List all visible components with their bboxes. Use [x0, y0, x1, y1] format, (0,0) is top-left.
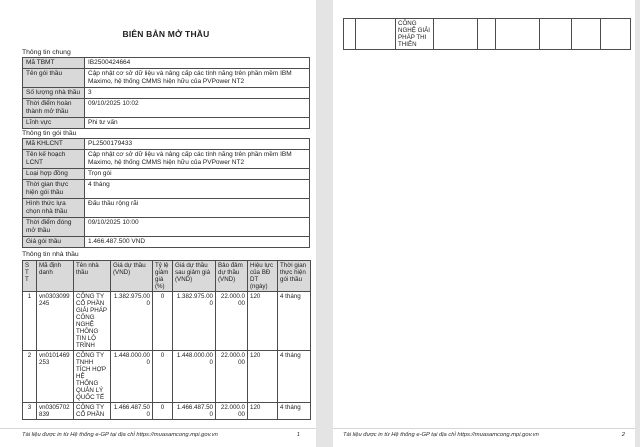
cell-stt: 1: [23, 292, 37, 351]
footer-separator: [0, 428, 316, 429]
bidder-row: [23, 292, 311, 351]
cell-duration: 4 tháng: [278, 292, 311, 351]
cell-discount: [478, 19, 496, 50]
row-value: Cập nhật cơ sở dữ liệu và nâng cấp các tính năng trên phần mềm IBM Maximo, hệ thống CMMS hiện hữu của PVPower NT2: [85, 69, 310, 88]
cell-bid-price: 1.466.487.500: [111, 403, 153, 420]
package-info-table: [22, 138, 310, 248]
cell-name: CÔNG TY CỔ PHẦN: [74, 403, 111, 420]
table-row: [23, 218, 310, 237]
row-label: Lĩnh vực: [23, 118, 85, 129]
row-label: Loại hợp đồng: [23, 169, 85, 180]
footer-source-text: Tài liệu được in từ Hệ thống e-GP tại địa chỉ https://muasamcong.mpi.gov.vn: [22, 432, 218, 438]
column-header-name: Tên nhà thầu: [74, 261, 111, 292]
bidder-row: [23, 403, 311, 420]
cell-id: vn0101469253: [37, 351, 74, 403]
bidder-row: [23, 351, 311, 403]
column-header-stt: STT: [23, 261, 37, 292]
table-row: [23, 58, 310, 69]
cell-bid-price: 1.448.000.000: [111, 351, 153, 403]
row-label: Tên gói thầu: [23, 69, 85, 88]
cell-duration: [601, 19, 631, 50]
table-row: [23, 88, 310, 99]
table-row: [23, 139, 310, 150]
footer-source-text: Tài liệu được in từ Hệ thống e-GP tại địa chỉ https://muasamcong.mpi.gov.vn: [343, 432, 539, 438]
table-row: [23, 150, 310, 169]
column-header-price-after-discount: Giá dự thầu sau giảm giá (VND): [173, 261, 216, 292]
row-value: Đấu thầu rộng rãi: [85, 199, 310, 218]
cell-validity: 120: [248, 351, 278, 403]
cell-id: [356, 19, 396, 50]
cell-price-after-discount: 1.466.487.500: [173, 403, 216, 420]
cell-price-after-discount: 1.382.975.000: [173, 292, 216, 351]
page-number: 1: [296, 432, 300, 438]
row-value: IB2500424664: [85, 58, 310, 69]
bidders-table-continuation: [343, 18, 631, 50]
row-value: 3: [85, 88, 310, 99]
cell-stt: 2: [23, 351, 37, 403]
table-row: [23, 99, 310, 118]
column-header-validity: Hiệu lực của BĐ DT (ngày): [248, 261, 278, 292]
row-label: Hình thức lựa chọn nhà thầu: [23, 199, 85, 218]
column-header-discount: Tỷ lệ giảm giá (%): [153, 261, 173, 292]
cell-bid-price: [434, 19, 478, 50]
row-value: Trọn gói: [85, 169, 310, 180]
cell-price-after-discount: [496, 19, 540, 50]
bidders-table: [22, 260, 311, 420]
cell-stt: 3: [23, 403, 37, 420]
row-value: Cập nhật cơ sở dữ liệu và nâng cấp các tính năng trên phần mềm IBM Maximo, hệ thống CMMS hiện hữu của PVPower NT2: [85, 150, 310, 169]
document-page-2: [333, 0, 635, 447]
cell-validity: 120: [248, 292, 278, 351]
cell-validity: 120: [248, 403, 278, 420]
cell-bid-security: 22.000.000: [216, 403, 248, 420]
cell-stt: [344, 19, 356, 50]
row-label: Số lượng nhà thầu: [23, 88, 85, 99]
cell-name: CÔNG TY TNHH TÍCH HỢP HỆ THỐNG QUẢN LÝ QUỐC TẾ: [74, 351, 111, 403]
page-number: 2: [621, 432, 625, 438]
table-row: [23, 69, 310, 88]
cell-bid-price: 1.382.975.000: [111, 292, 153, 351]
cell-validity: [572, 19, 601, 50]
section-heading-general: Thông tin chung: [22, 49, 71, 56]
row-value: 4 tháng: [85, 180, 310, 199]
row-value: 1.466.487.500 VND: [85, 237, 310, 248]
row-label: Thời điểm hoàn thành mở thầu: [23, 99, 85, 118]
cell-discount: 0: [153, 351, 173, 403]
cell-id: vn0303099245: [37, 292, 74, 351]
footer-separator: [333, 428, 635, 429]
cell-discount: 0: [153, 292, 173, 351]
row-value: Phi tư vấn: [85, 118, 310, 129]
cell-name: CÔNG TY CỔ PHẦN GIẢI PHÁP CÔNG NGHỆ THÔNG TIN LỘ TRÌNH: [74, 292, 111, 351]
row-value: 09/10/2025 10:02: [85, 99, 310, 118]
bidder-row-continuation: [344, 19, 631, 50]
page-footer: [343, 432, 625, 438]
cell-bid-security: 22.000.000: [216, 292, 248, 351]
bidders-header-row: [23, 261, 311, 292]
table-row: [23, 199, 310, 218]
column-header-bid-price: Giá dự thầu (VND): [111, 261, 153, 292]
cell-price-after-discount: 1.448.000.000: [173, 351, 216, 403]
cell-duration: 4 tháng: [278, 351, 311, 403]
column-header-duration: Thời gian thực hiện gói thầu: [278, 261, 311, 292]
section-heading-package: Thông tin gói thầu: [22, 130, 77, 137]
row-label: Thời gian thực hiện gói thầu: [23, 180, 85, 199]
row-label: Mã TBMT: [23, 58, 85, 69]
document-page-1: [0, 0, 316, 447]
table-row: [23, 180, 310, 199]
cell-discount: 0: [153, 403, 173, 420]
row-value: 09/10/2025 10:00: [85, 218, 310, 237]
section-heading-bidders: Thông tin nhà thầu: [22, 251, 79, 258]
cell-duration: 4 tháng: [278, 403, 311, 420]
page-title: BIÊN BẢN MỞ THẦU: [122, 29, 210, 39]
table-row: [23, 118, 310, 129]
row-value: PL2500179433: [85, 139, 310, 150]
page-footer: [22, 432, 300, 438]
row-label: Thời điểm đóng mở thầu: [23, 218, 85, 237]
row-label: Tên kế hoạch LCNT: [23, 150, 85, 169]
column-header-id: Mã định danh: [37, 261, 74, 292]
general-info-table: [22, 57, 310, 129]
row-label: Giá gói thầu: [23, 237, 85, 248]
cell-bid-security: 22.000.000: [216, 351, 248, 403]
column-header-bid-security: Bảo đảm dự thầu (VND): [216, 261, 248, 292]
table-row: [23, 169, 310, 180]
row-label: Mã KHLCNT: [23, 139, 85, 150]
cell-name: CÔNG NGHỆ GIẢI PHÁP THI THIÊN: [396, 19, 434, 50]
cell-bid-security: [540, 19, 572, 50]
cell-id: vn0305702839: [37, 403, 74, 420]
table-row: [23, 237, 310, 248]
